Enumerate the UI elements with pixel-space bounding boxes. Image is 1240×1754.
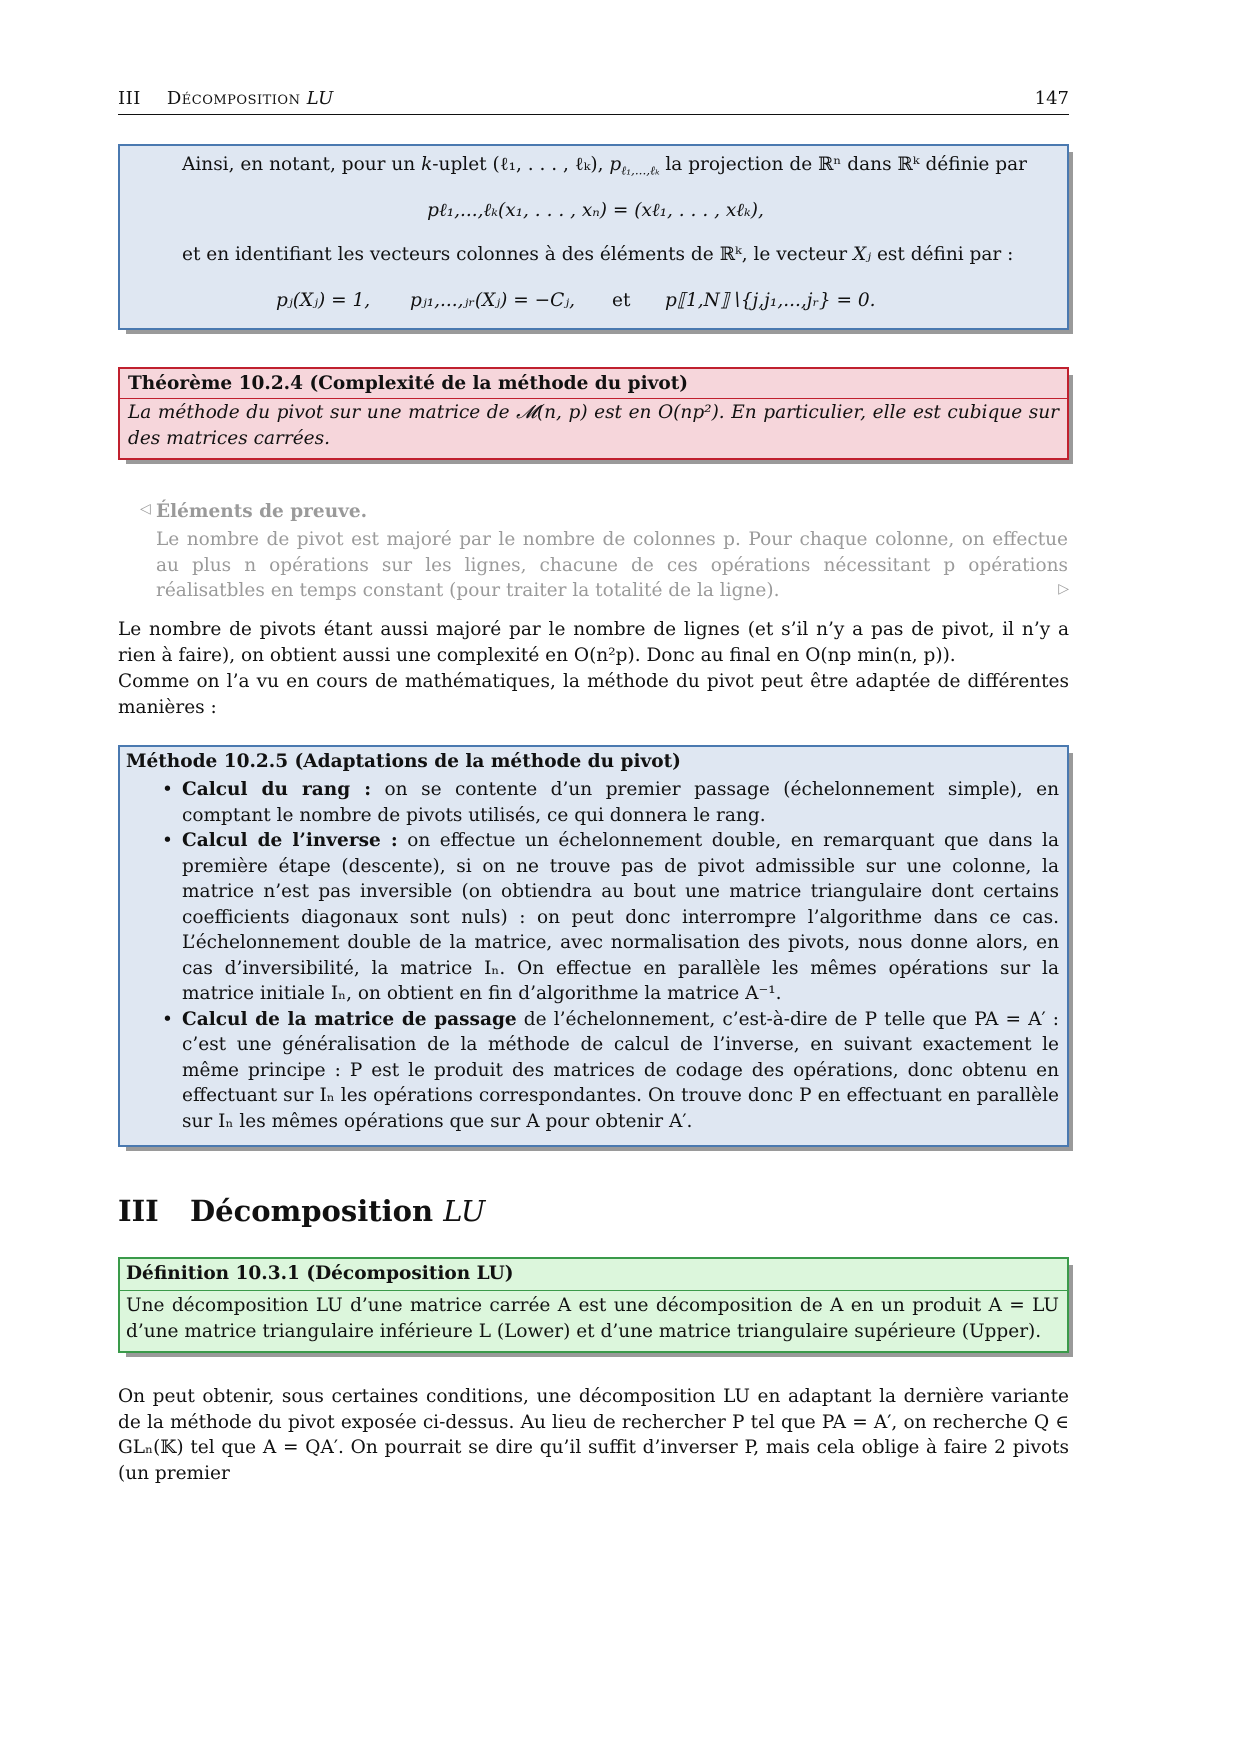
- method-item-passage: • Calcul de la matrice de passage de l’échelonnement, c’est-à-dire de P telle que PA = A′ : c’est une généralisation de la méthode de calcul de l’inverse, en suivant exactement le même principe : P est le produit des matrices de codage des opérations, donc obtenu en effectuant sur Iₙ les opérations correspondantes. On trouve donc P en effectuant en parallèle sur Iₙ les mêmes opérations que sur A pour obtenir A′.: [120, 1007, 1059, 1135]
- running-header: [118, 86, 1069, 115]
- paragraph-lu-intro: On peut obtenir, sous certaines conditions, une décomposition LU en adaptant la dernière variante de la méthode du pivot exposée ci-dessus. Au lieu de rechercher P tel que PA = A′, on recherche Q ∈ GLₙ(𝕂) tel que A = QA′. On pourrait se dire qu’il suffit d’inverser P, mais cela oblige à faire 2 pivots (un premier: [118, 1386, 1069, 1484]
- page-number: 147: [1034, 88, 1069, 109]
- header-section-title-math: LU: [306, 88, 334, 109]
- box1-line2: et en identifiant les vecteurs colonnes à des éléments de ℝᵏ, le vecteur Xⱼ est défini par :: [182, 244, 1014, 265]
- method-title: Méthode 10.2.5 (Adaptations de la méthode du pivot): [126, 751, 681, 772]
- method-item-inverse: • Calcul de l’inverse : on effectue un échelonnement double, en remarquant que dans la première étape (descente), si on ne trouve pas de pivot admissible sur une colonne, la matrice n’est pas inversible (on obtiendra au bout une matrice triangulaire dont certains coefficients diagonaux sont nuls) : on peut donc interrompre l’algorithme dans ce cas. L’échelonnement double de la matrice, avec normalisation des pivots, nous donne alors, en cas d’inversibilité, la matrice Iₙ. On effectue en parallèle les mêmes opérations sur la matrice initiale Iₙ, on obtient en fin d’algorithme la matrice A⁻¹.: [120, 828, 1059, 1007]
- proof-title: Éléments de preuve.: [156, 501, 368, 522]
- theorem-box: [118, 367, 1069, 460]
- proof-body: Le nombre de pivot est majoré par le nombre de colonnes p. Pour chaque colonne, on effectue au plus n opérations sur les lignes, chacune de ces opérations nécessitant p opérations réalisatbles en temps constant (pour traiter la totalité de la ligne).: [156, 529, 1068, 601]
- paragraph-complexity: Le nombre de pivots étant aussi majoré par le nombre de lignes (et s’il n’y a pas de pivot, il n’y a rien à faire), on obtient aussi une complexité en O(n²p). Donc au final en O(np min(n, p)).: [118, 619, 1069, 666]
- header-section: [118, 88, 334, 109]
- proof-left-marker: ◁: [140, 501, 151, 517]
- header-section-title: Décomposition: [166, 88, 301, 109]
- header-section-number: III: [118, 88, 141, 109]
- box1-line1: Ainsi, en notant, pour un k-uplet (ℓ₁, . . . , ℓₖ), $p_{\ell_1,...,\ell_k}$ la projection de ℝⁿ dans ℝᵏ définie par: [182, 154, 1027, 178]
- section-title-math: LU: [443, 1194, 486, 1228]
- definition-box: [118, 1257, 1069, 1353]
- paragraph-adaptations: Comme on l’a vu en cours de mathématiques, la méthode du pivot peut être adaptée de différentes manières :: [118, 671, 1069, 718]
- method-list: [120, 777, 1059, 1134]
- section-number: III: [118, 1194, 159, 1228]
- theorem-body: La méthode du pivot sur une matrice de 𝓜(n, p) est en O(np²). En particulier, elle est cubique sur des matrices carrées.: [128, 402, 1059, 449]
- definition-title: Définition 10.3.1 (Décomposition LU): [126, 1263, 514, 1284]
- theorem-title: Théorème 10.2.4 (Complexité de la méthode du pivot): [128, 373, 688, 394]
- method-item-rang: • Calcul du rang : on se contente d’un premier passage (échelonnement simple), en comptant le nombre de pivots utilisés, ce qui donnera le rang.: [120, 777, 1059, 828]
- section-title: Décomposition: [190, 1194, 434, 1228]
- continuation-box: Ainsi, en notant, pour un k-uplet (ℓ₁, . . . , ℓₖ), $p_{\ell_1,...,\ell_k}$ la projection de ℝⁿ dans ℝᵏ définie par pℓ₁,...,ℓₖ(x₁, . . . , xₙ) = (xℓ₁, . . . , xℓₖ), et en identifiant les vecteurs colonnes à des éléments de ℝᵏ, le vecteur Xⱼ est défini par : pⱼ(Xⱼ) = 1, pⱼ₁,...,ⱼᵣ(Xⱼ) = −Cⱼ, et p⟦1,N⟧∖{j,j₁,...,jᵣ} = 0.: [118, 144, 1069, 330]
- definition-body: Une décomposition LU d’une matrice carrée A est une décomposition de A en un produit A = LU d’une matrice triangulaire inférieure L (Lower) et d’une matrice triangulaire supérieure (Upper).: [126, 1295, 1059, 1342]
- proof-right-marker: ▷: [1058, 581, 1069, 597]
- method-box: [118, 745, 1069, 1147]
- box1-equation-1: pℓ₁,...,ℓₖ(x₁, . . . , xₙ) = (xℓ₁, . . . , xℓₖ),: [427, 200, 764, 221]
- section-heading: [118, 1194, 485, 1228]
